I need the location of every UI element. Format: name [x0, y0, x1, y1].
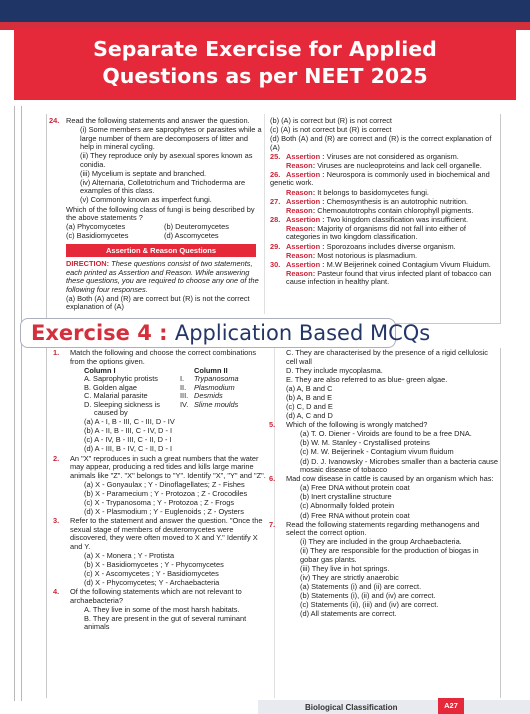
q7-option: (a) Statements (i) and (ii) are correct. [300, 582, 422, 592]
q7-options [286, 583, 498, 619]
q2-option: (c) X - Trypanosoma ; Y - Protozoa ; Z - Frogs [84, 497, 235, 507]
q2-option: (d) X - Plasmodium ; Y - Euglenoids ; Z - Oysters [84, 506, 244, 516]
frame-rule-right-2 [500, 348, 501, 698]
assertion-item: 30. Assertion : M.W Beijerinek coined Contagium Vivum Fluidum. [270, 259, 491, 269]
assertion-item: 25. Assertion : Viruses are not considered as organism. [270, 151, 459, 161]
q4-statement-d: D. They include mycoplasma. [286, 365, 383, 375]
match-table [70, 375, 270, 409]
q24-statement-i: (i) Some members are saprophytes or parasites while a large number of them are decomposers of litter and help in mineral cycling. [80, 125, 262, 152]
q1-option: (b) A - II, B - III, C - IV, D - I [84, 426, 173, 436]
q5-options [286, 430, 498, 474]
frame-rule-left-2 [46, 348, 47, 698]
q5-option: (b) W. M. Stanley - Crystallised proteins [300, 438, 430, 448]
reason-item: Reason: Chemoautotrophs contain chlorophyll pigments. [286, 205, 474, 215]
reason-item: Reason: Most notorious is plasmadium. [286, 250, 418, 260]
response-d: (d) Both (A) and (R) are correct and (R) is the correct explanation of (A) [270, 134, 492, 152]
response-a: (a) Both (A) and (R) are correct but (R) is not the correct explanation of (A) [66, 293, 250, 312]
q6-option: (a) Free DNA without protein coat [300, 483, 410, 493]
q24-question: Which of the following class of fungi is being described by the above statements ? [66, 204, 255, 223]
match-row: D. Sleeping sickness is IV. Slime moulds [84, 399, 239, 409]
q4-options [286, 385, 498, 421]
reason-item: Reason: Majority of organisms did not fall into either of categories in two kingdom classification. [286, 223, 466, 242]
question-3: 3. Refer to the statement and answer the question. "Once the sexual stage of members of deuteromycetes were discovered, they were often moved to X and Y." Identify X and Y. [53, 516, 263, 551]
reason-item: Reason: It belongs to basidomycetes fungi. [286, 187, 429, 197]
q7-statement: (iii) They live in hot springs. [300, 563, 390, 573]
reason-item: Reason: Viruses are nucleoproteins and lack cell organelle. [286, 160, 482, 170]
q6-options [286, 484, 498, 520]
q24-statement-v: (v) Commonly known as imperfect fungi. [80, 195, 212, 205]
title-banner [14, 28, 516, 100]
question-7: 7. Read the following statements regarding methanogens and select the correct option. [269, 519, 480, 538]
bottom-right-column [269, 348, 498, 619]
top-left-column [49, 116, 262, 312]
question-2: 2. An "X" reproduces in such a great numbers that the water may appear, producing a red tides and kills large marine animals like "Z". "X" belongs to "Y". Identify "X", "Y" and "Z". [53, 453, 266, 480]
q7-option: (d) All statements are correct. [300, 609, 397, 619]
reason-item: Reason: Pasteur found that virus infected plant of tobacco can cause infection in healthy plant. [286, 268, 492, 287]
match-row: A. Saprophytic protists I. Trypanosoma [84, 374, 239, 384]
q2-options [70, 481, 270, 517]
response-b: (b) (A) is correct but (R) is not correct [270, 116, 392, 125]
q5-option: (c) M. W. Beijerinek - Contagium vivum fluidum [300, 447, 454, 457]
q24-options-row-2 [66, 232, 262, 241]
assertion-items [270, 153, 498, 287]
exercise-subtitle: Application Based MCQs [174, 321, 431, 345]
page-number-badge: A27 [438, 698, 464, 714]
q3-option: (d) X - Phycomycetes; Y - Archaebacteria [84, 577, 220, 587]
q5-option: (a) T. O. Diener - Viroids are found to be a free DNA. [300, 429, 472, 439]
top-navy-strip [0, 0, 530, 22]
assertion-reason-header: Assertion & Reason Questions [66, 244, 256, 257]
sidebar-rule [14, 106, 22, 701]
question-1: 1. Match the following and choose the correct combinations from the options given. [53, 348, 257, 366]
exercise-title: Exercise 4 : [31, 321, 175, 345]
q5-option: (d) D. J. Ivanowsky - Microbes smaller than a bacteria cause mosaic disease of tobacco [300, 456, 498, 475]
q24-statement-ii: (ii) They reproduce only by asexual spores known as conidia. [80, 151, 253, 169]
q6-option: (d) Free RNA without protein coat [300, 510, 410, 520]
q7-statement: (ii) They are responsible for the production of biogas in gobar gas plants. [300, 546, 479, 564]
q24-option-d: (d) Ascomycetes [164, 230, 219, 240]
banner-line-1: Separate Exercise for Applied [93, 37, 437, 61]
q7-statements [286, 538, 498, 582]
q6-option: (b) Inert crystalline structure [300, 492, 392, 502]
q24-option-a: (a) Phycomycetes [66, 222, 126, 232]
banner-line-2: Questions as per NEET 2025 [102, 64, 428, 88]
q24-statement-iv: (iv) Alternaria, Colletotrichum and Trichoderma are examples of this class. [80, 177, 246, 196]
assertion-item: 27. Assertion : Chemosynthesis is an autotrophic nutrition. [270, 196, 468, 206]
question-4: 4. Of the following statements which are not relevant to archaebacteria? [53, 587, 242, 605]
q1-options [70, 418, 270, 454]
question-24: 24. Read the following statements and answer the question. [49, 116, 250, 125]
q24-statement-iii: (iii) Mycelium is septate and branched. [80, 168, 207, 178]
q4-statement-a: A. They live in some of the most harsh habitats. [84, 604, 240, 614]
q7-statement: (i) They are included in the group Archaebacteria. [300, 537, 462, 547]
q3-option: (c) X - Ascomycetes ; Y - Basidiomycetes [84, 568, 219, 578]
q4-option: (d) A, C and D [286, 411, 333, 421]
q7-option: (c) Statements (ii), (iii) and (iv) are correct. [300, 600, 439, 610]
question-6: 6. Mad cow disease in cattle is caused by an organism which has: [269, 474, 494, 484]
q1-option: (d) A - III, B - IV, C - II, D - I [84, 444, 173, 454]
q1-option: (c) A - IV, B - III, C - II, D - I [84, 435, 172, 445]
q4-statement-e: E. They are also referred to as blue- green algae. [286, 374, 448, 384]
question-5: 5. Which of the following is wrongly matched? [269, 420, 428, 430]
q3-option: (b) X - Basidiomycetes ; Y - Phycomycetes [84, 559, 224, 569]
match-row: C. Malarial parasite III. Desmids [84, 391, 223, 401]
response-c: (c) (A) is not correct but (R) is correct [270, 125, 392, 135]
assertion-item: 29. Assertion : Sporozoans includes diverse organism. [270, 241, 456, 251]
q4-option: (b) A, B and E [286, 392, 333, 402]
column-i-header: Column I [84, 365, 116, 375]
exercise-title-box [20, 318, 431, 348]
match-row: B. Golden algae II. Plasmodium [84, 382, 235, 392]
q4-option: (c) C, D and E [286, 401, 333, 411]
match-row-continuation: caused by [94, 408, 128, 418]
q3-options [70, 552, 270, 588]
q24-option-b: (b) Deuteromycetes [164, 222, 229, 232]
q3-option: (a) X - Monera ; Y - Protista [84, 550, 175, 560]
frame-rule-left [46, 114, 47, 324]
assertion-item: 26. Assertion : Neurospora is commonly used in biochemical and genetic work. [270, 169, 490, 188]
direction-text: DIRECTION: These questions consist of two statements, each printed as Assertion and Reason. While answering these questions, you are required to choose any one of the following four responses. [66, 259, 259, 294]
q24-option-c: (c) Basidiomycetes [66, 230, 129, 240]
top-right-column [270, 117, 498, 287]
q4-statement-c: C. They are characterised by the presence of a rigid cellulosic cell wall [286, 348, 488, 366]
q2-option: (a) X - Gonyaulax ; Y - Dinoflagellates; Z - Fishes [84, 479, 245, 489]
q6-option: (c) Abnormally folded protein [300, 501, 395, 511]
footer-chapter: Biological Classification [305, 703, 398, 712]
q2-option: (b) X - Paramecium ; Y - Protozoa ; Z - Crocodiles [84, 488, 248, 498]
q7-option: (b) Statements (i), (ii) and (iv) are correct. [300, 591, 436, 601]
q1-option: (a) A - I, B - III, C - III, D - IV [84, 417, 175, 427]
column-ii-header: Column II [194, 365, 228, 375]
column-divider [264, 114, 265, 314]
q4-statement-b: B. They are present in the gut of several ruminant animals [84, 613, 247, 632]
q4-option: (a) A, B and C [286, 383, 333, 393]
frame-rule-right [500, 114, 501, 324]
assertion-item: 28. Assertion : Two kingdom classification was insufficient. [270, 214, 469, 224]
q7-statement: (iv) They are strictly anaerobic [300, 572, 399, 582]
bottom-left-column [53, 348, 270, 632]
